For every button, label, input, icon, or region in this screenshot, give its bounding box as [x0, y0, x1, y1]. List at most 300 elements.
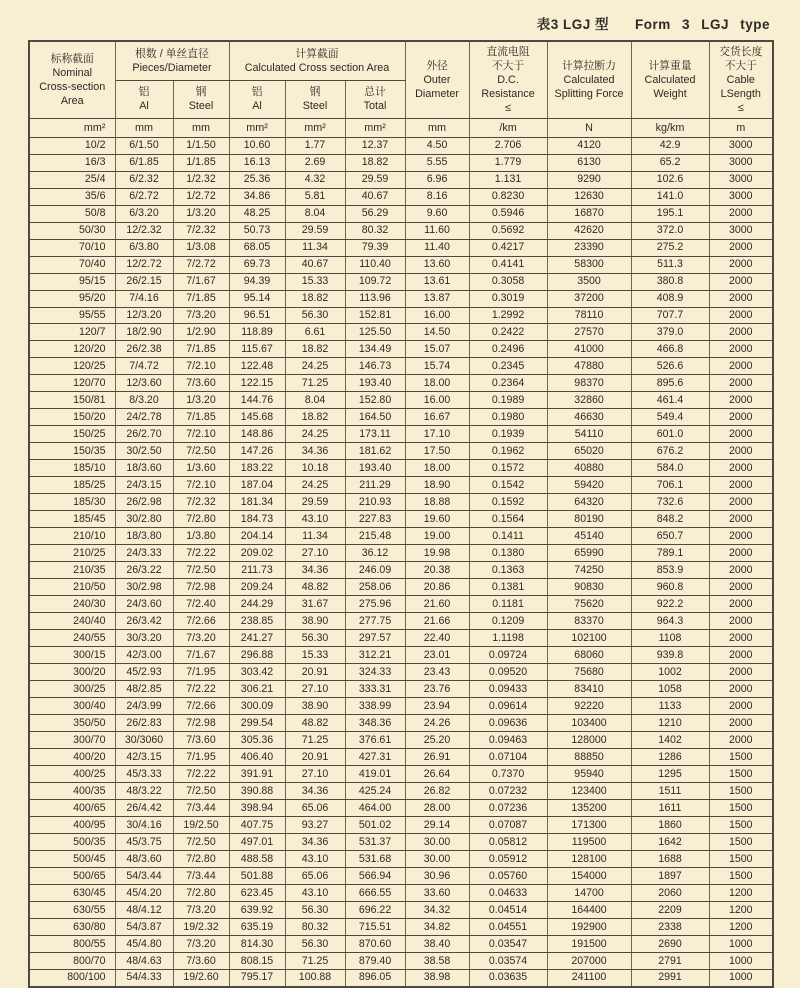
cell: 30/2.80	[115, 511, 173, 528]
cell: 8.04	[285, 392, 345, 409]
cell: 94.39	[229, 273, 285, 290]
cell: 34.36	[285, 562, 345, 579]
cell-nominal-section: 630/55	[29, 901, 115, 918]
table-row	[29, 460, 773, 477]
cell: 2338	[631, 918, 709, 935]
cell: 43.10	[285, 884, 345, 901]
cell-nominal-section: 630/80	[29, 918, 115, 935]
cell: 173.11	[345, 426, 405, 443]
cell: 1.1198	[469, 630, 547, 647]
table-row	[29, 426, 773, 443]
cell: 204.14	[229, 528, 285, 545]
cell: 34.36	[285, 834, 345, 851]
cell: 406.40	[229, 749, 285, 766]
cell: 71.25	[285, 952, 345, 969]
cell: 50.73	[229, 222, 285, 239]
table-row	[29, 511, 773, 528]
cell: 0.07232	[469, 783, 547, 800]
cell-nominal-section: 185/30	[29, 494, 115, 511]
cell: 12/2.32	[115, 222, 173, 239]
table-row	[29, 698, 773, 715]
cell: 0.1181	[469, 596, 547, 613]
cell: 71.25	[285, 375, 345, 392]
cell: 29.59	[345, 171, 405, 188]
cell: 896.05	[345, 969, 405, 986]
cell: 54/3.44	[115, 867, 173, 884]
cell: 275.96	[345, 596, 405, 613]
cell-nominal-section: 16/3	[29, 154, 115, 171]
cell: 128000	[547, 732, 631, 749]
cell: 24/3.33	[115, 545, 173, 562]
cell: 879.40	[345, 952, 405, 969]
cell: 38.40	[405, 935, 469, 952]
cell: 22.40	[405, 630, 469, 647]
cell-nominal-section: 150/35	[29, 443, 115, 460]
cell: 1511	[631, 783, 709, 800]
cell: 2000	[709, 409, 773, 426]
cell: 19.98	[405, 545, 469, 562]
cell: 24/2.78	[115, 409, 173, 426]
cell: 3000	[709, 188, 773, 205]
cell: 209.02	[229, 545, 285, 562]
cell: 181.62	[345, 443, 405, 460]
cell: 1500	[709, 800, 773, 817]
cell: 193.40	[345, 375, 405, 392]
table-row	[29, 137, 773, 154]
cell: 30/4.16	[115, 817, 173, 834]
unit-cell: mm²	[229, 119, 285, 138]
table-row	[29, 545, 773, 562]
cell: 1108	[631, 630, 709, 647]
cell: 3000	[709, 154, 773, 171]
cell: 2000	[709, 613, 773, 630]
subcol-header-steel-area: 钢 Steel	[285, 80, 345, 119]
page-title-en: Form 3 LGJ type	[634, 17, 770, 32]
table-row	[29, 171, 773, 188]
cell: 0.09463	[469, 732, 547, 749]
table-row	[29, 579, 773, 596]
cell: 15.74	[405, 358, 469, 375]
cell: 36.12	[345, 545, 405, 562]
cell: 1.779	[469, 154, 547, 171]
cell: 380.8	[631, 273, 709, 290]
cell: 211.73	[229, 562, 285, 579]
cell-nominal-section: 150/25	[29, 426, 115, 443]
cell: 348.36	[345, 715, 405, 732]
table-row	[29, 562, 773, 579]
cell: 19/2.60	[173, 969, 229, 986]
cell: 7/3.60	[173, 732, 229, 749]
cell: 68060	[547, 647, 631, 664]
cell: 192900	[547, 918, 631, 935]
page-title-cn: 表3 LGJ 型	[536, 17, 609, 32]
cell: 0.2364	[469, 375, 547, 392]
cell: 26/2.70	[115, 426, 173, 443]
cell: 2000	[709, 545, 773, 562]
cell-nominal-section: 500/65	[29, 867, 115, 884]
cell: 23.43	[405, 664, 469, 681]
cell-nominal-section: 185/45	[29, 511, 115, 528]
col-header-dc-resistance: 直流电阻 不大于 D.C. Resistance ≤	[469, 41, 547, 119]
cell: 0.1542	[469, 477, 547, 494]
cell: 466.8	[631, 341, 709, 358]
cell: 7/2.80	[173, 851, 229, 868]
cell: 109.72	[345, 273, 405, 290]
cell: 48.82	[285, 715, 345, 732]
cell-nominal-section: 120/7	[29, 324, 115, 341]
cell: 0.04514	[469, 901, 547, 918]
cell: 526.6	[631, 358, 709, 375]
cell: 1/2.90	[173, 324, 229, 341]
cell: 10.18	[285, 460, 345, 477]
cell: 7/2.50	[173, 443, 229, 460]
cell: 3000	[709, 171, 773, 188]
cell: 305.36	[229, 732, 285, 749]
cell: 80190	[547, 511, 631, 528]
cell: 0.3019	[469, 290, 547, 307]
cell: 7/4.16	[115, 290, 173, 307]
cell: 2000	[709, 443, 773, 460]
cell: 30.96	[405, 867, 469, 884]
cell: 125.50	[345, 324, 405, 341]
page-title	[0, 0, 800, 38]
table-row	[29, 664, 773, 681]
cell: 7/2.10	[173, 358, 229, 375]
cell: 18.88	[405, 494, 469, 511]
cell: 75680	[547, 664, 631, 681]
cell: 19.60	[405, 511, 469, 528]
cell: 7/2.10	[173, 477, 229, 494]
cell: 0.5692	[469, 222, 547, 239]
cell: 38.58	[405, 952, 469, 969]
cell: 12/2.72	[115, 256, 173, 273]
cell: 100.88	[285, 969, 345, 986]
cell: 33.60	[405, 884, 469, 901]
cell: 3000	[709, 137, 773, 154]
cell: 408.9	[631, 290, 709, 307]
cell: 79.39	[345, 239, 405, 256]
table-row	[29, 205, 773, 222]
cell: 6/3.20	[115, 205, 173, 222]
cell: 390.88	[229, 783, 285, 800]
cell: 0.09636	[469, 715, 547, 732]
cell: 26/2.15	[115, 273, 173, 290]
cell: 32860	[547, 392, 631, 409]
cell: 1500	[709, 867, 773, 884]
cell: 37200	[547, 290, 631, 307]
cell: 96.51	[229, 307, 285, 324]
col-header-cable-length: 交货长度 不大于 Cable LSength ≤	[709, 41, 773, 119]
cell: 26/2.98	[115, 494, 173, 511]
cell: 92220	[547, 698, 631, 715]
cell: 42/3.15	[115, 749, 173, 766]
cell: 0.09433	[469, 681, 547, 698]
cell: 2690	[631, 935, 709, 952]
cell: 379.0	[631, 324, 709, 341]
table-row	[29, 851, 773, 868]
cell: 34.32	[405, 901, 469, 918]
cell: 12/3.60	[115, 375, 173, 392]
cell-nominal-section: 630/45	[29, 884, 115, 901]
cell-nominal-section: 210/35	[29, 562, 115, 579]
cell: 238.85	[229, 613, 285, 630]
cell: 464.00	[345, 800, 405, 817]
cell: 312.21	[345, 647, 405, 664]
cell: 11.40	[405, 239, 469, 256]
col-group-pieces-diameter: 根数 / 单丝直径 Pieces/Diameter	[115, 41, 229, 80]
table-row	[29, 358, 773, 375]
cell: 210.93	[345, 494, 405, 511]
cell: 1.131	[469, 171, 547, 188]
cell: 56.29	[345, 205, 405, 222]
cell: 42/3.00	[115, 647, 173, 664]
cell: 853.9	[631, 562, 709, 579]
cell: 48/4.12	[115, 901, 173, 918]
cell: 1/1.85	[173, 154, 229, 171]
cell: 16.00	[405, 307, 469, 324]
cell: 26/4.42	[115, 800, 173, 817]
cell: 7/2.22	[173, 681, 229, 698]
cell: 184.73	[229, 511, 285, 528]
cell: 134.49	[345, 341, 405, 358]
cell: 26.91	[405, 749, 469, 766]
cell-nominal-section: 240/30	[29, 596, 115, 613]
cell: 45/2.93	[115, 664, 173, 681]
cell: 2000	[709, 341, 773, 358]
cell: 7/2.98	[173, 579, 229, 596]
cell: 75620	[547, 596, 631, 613]
cell: 7/2.66	[173, 613, 229, 630]
cell: 2000	[709, 732, 773, 749]
cell: 960.8	[631, 579, 709, 596]
cell: 2000	[709, 256, 773, 273]
cell: 1860	[631, 817, 709, 834]
cell: 1500	[709, 749, 773, 766]
cell: 2000	[709, 698, 773, 715]
cell: 376.61	[345, 732, 405, 749]
unit-cell: mm²	[345, 119, 405, 138]
cell: 6/2.32	[115, 171, 173, 188]
cell: 2000	[709, 460, 773, 477]
cell: 2000	[709, 562, 773, 579]
cell: 1/3.08	[173, 239, 229, 256]
col-header-calculated-weight: 计算重量 Calculated Weight	[631, 41, 709, 119]
cell: 870.60	[345, 935, 405, 952]
cell: 7/3.20	[173, 901, 229, 918]
cell-nominal-section: 70/40	[29, 256, 115, 273]
cell-nominal-section: 300/70	[29, 732, 115, 749]
cell: 24/3.60	[115, 596, 173, 613]
cell: 511.3	[631, 256, 709, 273]
cell: 795.17	[229, 969, 285, 986]
cell: 696.22	[345, 901, 405, 918]
cell: 2000	[709, 528, 773, 545]
cell: 1500	[709, 783, 773, 800]
cell: 0.07236	[469, 800, 547, 817]
cell: 1295	[631, 766, 709, 783]
cell: 7/2.98	[173, 715, 229, 732]
cell: 501.88	[229, 867, 285, 884]
cell-nominal-section: 800/100	[29, 969, 115, 986]
cell: 732.6	[631, 494, 709, 511]
cell: 6.61	[285, 324, 345, 341]
table-body	[29, 137, 773, 987]
cell: 0.1980	[469, 409, 547, 426]
cell: 501.02	[345, 817, 405, 834]
cell: 531.68	[345, 851, 405, 868]
cell: 78110	[547, 307, 631, 324]
cell: 814.30	[229, 935, 285, 952]
table-row	[29, 630, 773, 647]
cell: 0.8230	[469, 188, 547, 205]
cell: 1/3.60	[173, 460, 229, 477]
cell: 17.10	[405, 426, 469, 443]
cell-nominal-section: 240/55	[29, 630, 115, 647]
cell: 0.5946	[469, 205, 547, 222]
cell: 2000	[709, 647, 773, 664]
cell: 1/3.20	[173, 392, 229, 409]
cell: 7/2.22	[173, 545, 229, 562]
table-row	[29, 681, 773, 698]
cell: 24/3.99	[115, 698, 173, 715]
table-row	[29, 901, 773, 918]
cell: 16.13	[229, 154, 285, 171]
cell: 324.33	[345, 664, 405, 681]
cell: 115.67	[229, 341, 285, 358]
cell: 8.04	[285, 205, 345, 222]
cell: 2000	[709, 511, 773, 528]
cell: 299.54	[229, 715, 285, 732]
cell: 7/2.22	[173, 766, 229, 783]
cell: 211.29	[345, 477, 405, 494]
cell: 27.10	[285, 545, 345, 562]
unit-cell: N	[547, 119, 631, 138]
cell: 11.34	[285, 239, 345, 256]
cell: 427.31	[345, 749, 405, 766]
cell-nominal-section: 400/20	[29, 749, 115, 766]
cell: 2000	[709, 307, 773, 324]
cell: 56.30	[285, 935, 345, 952]
cell: 0.2496	[469, 341, 547, 358]
cell-nominal-section: 10/2	[29, 137, 115, 154]
cell: 4.50	[405, 137, 469, 154]
cell-nominal-section: 400/65	[29, 800, 115, 817]
table-header	[29, 41, 773, 137]
cell: 21.60	[405, 596, 469, 613]
cell: 95940	[547, 766, 631, 783]
cell: 2000	[709, 715, 773, 732]
cell: 7/1.95	[173, 749, 229, 766]
cell: 69.73	[229, 256, 285, 273]
cell: 7/1.85	[173, 409, 229, 426]
cell: 1642	[631, 834, 709, 851]
subcol-header-al-pieces: 铝 Al	[115, 80, 173, 119]
cell: 7/1.95	[173, 664, 229, 681]
cell: 6/1.50	[115, 137, 173, 154]
unit-cell: mm	[115, 119, 173, 138]
cell: 1286	[631, 749, 709, 766]
table-row	[29, 188, 773, 205]
cell: 80.32	[345, 222, 405, 239]
cell: 102.6	[631, 171, 709, 188]
cell: 0.1572	[469, 460, 547, 477]
cell: 12630	[547, 188, 631, 205]
cell: 6.96	[405, 171, 469, 188]
cell: 24.25	[285, 477, 345, 494]
cell: 639.92	[229, 901, 285, 918]
cell: 12/3.20	[115, 307, 173, 324]
cell: 191500	[547, 935, 631, 952]
cell: 48/3.22	[115, 783, 173, 800]
table-row	[29, 647, 773, 664]
cell: 0.4217	[469, 239, 547, 256]
lgj-spec-table	[28, 40, 774, 988]
cell: 372.0	[631, 222, 709, 239]
cell: 241100	[547, 969, 631, 986]
cell: 68.05	[229, 239, 285, 256]
cell: 0.1962	[469, 443, 547, 460]
cell: 2000	[709, 664, 773, 681]
cell: 26/2.38	[115, 341, 173, 358]
cell: 1200	[709, 918, 773, 935]
cell: 0.1592	[469, 494, 547, 511]
cell: 241.27	[229, 630, 285, 647]
cell: 0.3058	[469, 273, 547, 290]
cell: 407.75	[229, 817, 285, 834]
cell: 25.36	[229, 171, 285, 188]
cell-nominal-section: 185/25	[29, 477, 115, 494]
cell-nominal-section: 400/25	[29, 766, 115, 783]
cell: 98370	[547, 375, 631, 392]
cell: 14.50	[405, 324, 469, 341]
cell: 147.26	[229, 443, 285, 460]
cell: 45/4.80	[115, 935, 173, 952]
cell: 0.1564	[469, 511, 547, 528]
cell: 1000	[709, 969, 773, 986]
cell: 0.2422	[469, 324, 547, 341]
cell: 18.82	[285, 290, 345, 307]
cell: 16870	[547, 205, 631, 222]
cell: 38.90	[285, 613, 345, 630]
table-row	[29, 494, 773, 511]
cell: 7/3.20	[173, 307, 229, 324]
cell: 83410	[547, 681, 631, 698]
cell: 45140	[547, 528, 631, 545]
table-row	[29, 256, 773, 273]
cell: 74250	[547, 562, 631, 579]
cell: 17.50	[405, 443, 469, 460]
cell: 9290	[547, 171, 631, 188]
cell-nominal-section: 50/8	[29, 205, 115, 222]
table-row	[29, 935, 773, 952]
cell: 183.22	[229, 460, 285, 477]
table-row	[29, 766, 773, 783]
cell: 2060	[631, 884, 709, 901]
cell: 21.66	[405, 613, 469, 630]
cell: 2000	[709, 392, 773, 409]
subcol-header-steel-pieces: 钢 Steel	[173, 80, 229, 119]
cell: 215.48	[345, 528, 405, 545]
cell: 93.27	[285, 817, 345, 834]
cell: 419.01	[345, 766, 405, 783]
cell: 26.64	[405, 766, 469, 783]
cell: 707.7	[631, 307, 709, 324]
cell: 18.00	[405, 375, 469, 392]
cell: 6/3.80	[115, 239, 173, 256]
cell: 7/3.60	[173, 952, 229, 969]
cell: 8/3.20	[115, 392, 173, 409]
cell: 7/1.85	[173, 341, 229, 358]
